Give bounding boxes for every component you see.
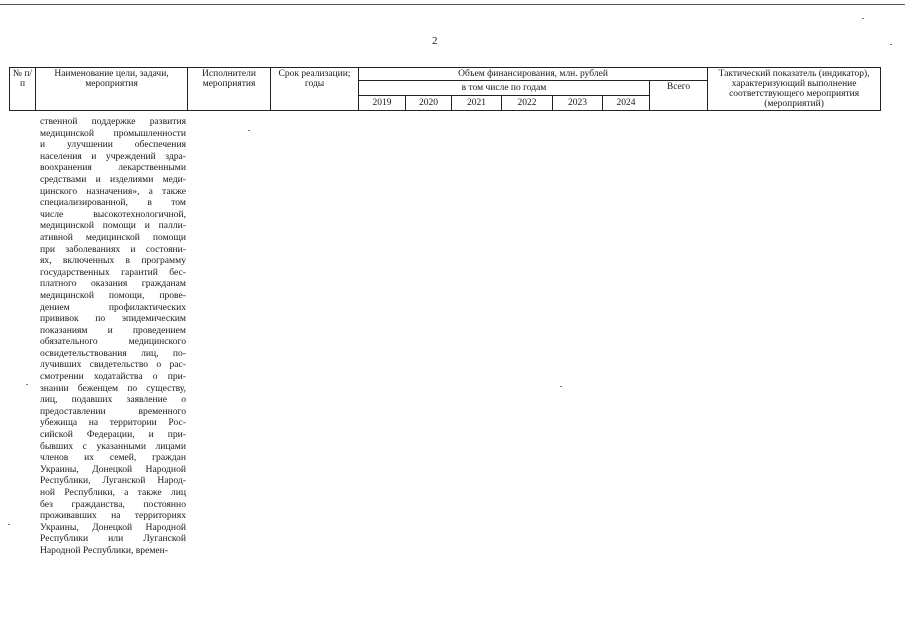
body-line: Народной Республики, времен- <box>40 544 169 556</box>
body-line: воохранения лекарственными <box>40 162 186 174</box>
body-line: при заболеваниях и состояни- <box>40 243 186 255</box>
body-line: проживавших на территориях <box>40 510 186 522</box>
body-line: смотрении ходатайства о при- <box>40 371 186 383</box>
scan-speck <box>26 384 28 385</box>
body-line: показаниям и проведением <box>40 324 186 336</box>
header-year-2020: 2020 <box>406 96 452 111</box>
body-line: ной Республики, а также лиц <box>40 487 186 498</box>
table-header <box>9 67 881 111</box>
body-line: средствами и изделиями меди- <box>40 173 186 185</box>
body-line: государственных гарантий бес- <box>40 266 186 278</box>
body-line: членов их семей, граждан <box>40 452 186 464</box>
body-line: лиц, подавших заявление о <box>40 394 186 406</box>
body-line: платного оказания гражданам <box>40 278 186 290</box>
body-line: цинского назначения», а также <box>40 185 186 197</box>
header-year-2024: 2024 <box>603 96 650 111</box>
body-line: населения и учреждений здра- <box>40 150 186 162</box>
header-total: Всего <box>650 81 708 111</box>
header-funding: Объем финансирования, млн. рублей <box>359 68 708 81</box>
body-line: числе высокотехнологичной, <box>40 208 186 220</box>
body-line: знании беженцем по существу, <box>40 382 186 394</box>
body-line: убежища на территории Рос- <box>40 417 186 429</box>
scan-speck <box>890 44 892 45</box>
body-line: освидетельствования лиц, по- <box>40 347 186 359</box>
header-year-2023: 2023 <box>553 96 603 111</box>
body-line: Украины, Донецкой Народной <box>40 521 186 533</box>
body-line: предоставлении временного <box>40 405 186 417</box>
body-line: Республики, Луганской Народ- <box>40 475 186 487</box>
body-line: лучивших свидетельство о рас- <box>40 359 186 371</box>
header-indicator: Тактический показатель (индикатор), характеризующий выполнение соответствующего мероприятия (мероприятий) <box>708 68 881 111</box>
header-term: Срок реализации; годы <box>271 68 359 111</box>
scan-speck <box>248 130 250 131</box>
body-line: дением профилактических <box>40 301 186 313</box>
scan-speck <box>8 524 10 525</box>
body-line: Украины, Донецкой Народной <box>40 463 186 475</box>
body-line: сийской Федерации, и при- <box>40 429 186 441</box>
header-year-2021: 2021 <box>452 96 502 111</box>
body-line: без гражданства, постоянно <box>40 498 186 510</box>
body-line: медицинской помощи, прове- <box>40 289 186 301</box>
scan-speck <box>862 18 864 19</box>
header-year-2022: 2022 <box>502 96 553 111</box>
body-line: ственной поддержке развития <box>40 116 186 127</box>
body-line: обязательного медицинского <box>40 336 186 348</box>
page-number: 2 <box>432 35 438 47</box>
body-line: ативной медицинской помощи <box>40 231 186 243</box>
header-no: № п/п <box>10 68 36 111</box>
body-line: медицинской промышленности <box>40 127 186 139</box>
body-line: и улучшении обеспечения <box>40 139 186 151</box>
measure-description <box>40 116 186 557</box>
body-line: специализированной, в том <box>40 197 186 209</box>
header-name: Наименование цели, задачи, мероприятия <box>36 68 188 111</box>
body-line: прививок по эпидемическим <box>40 313 186 325</box>
body-line: Республики или Луганской <box>40 533 186 545</box>
body-line: бывших с указанными лицами <box>40 440 186 452</box>
scan-speck <box>560 386 562 387</box>
top-rule <box>0 4 905 5</box>
body-line: медицинской помощи и палли- <box>40 220 186 232</box>
body-line: ях, включенных в программу <box>40 255 186 267</box>
header-executors: Исполнители мероприятия <box>188 68 271 111</box>
header-year-2019: 2019 <box>359 96 406 111</box>
header-by-years: в том числе по годам <box>359 81 650 96</box>
